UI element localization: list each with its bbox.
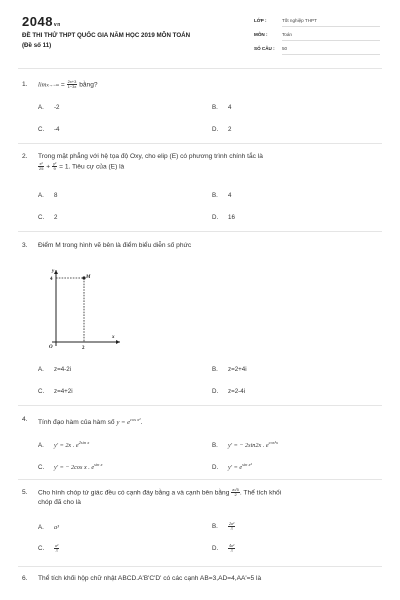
option-letter: C. xyxy=(38,388,45,395)
option-text: z=2+4i xyxy=(228,366,247,373)
fraction-numerator: 2a³ xyxy=(229,521,235,526)
meta-value: Toán xyxy=(282,32,292,37)
option-letter: B. xyxy=(212,104,218,111)
question-number: 4. xyxy=(22,416,28,423)
option-b[interactable] xyxy=(212,440,278,449)
x-tick-label: 2 xyxy=(82,346,85,350)
option-a[interactable] xyxy=(38,366,71,373)
question-number: 2. xyxy=(22,153,28,160)
brand-name: 2048 xyxy=(22,14,53,29)
fraction-denominator: 1−3x xyxy=(67,84,77,89)
question-text: Thể tích khối hộp chữ nhật ABCD.A'B'C'D' có các cạnh AB=3,AD=4,AA'=5 là xyxy=(38,575,262,582)
question-line-2: = 1. Tiêu cự của (E) là xyxy=(59,162,125,170)
point-label: M xyxy=(86,275,91,280)
fraction-denominator: 3 xyxy=(55,548,58,553)
ellipse-fraction-x xyxy=(38,162,44,171)
fraction-numerator: a³ xyxy=(55,543,59,548)
option-text: -4 xyxy=(54,126,60,133)
question-text: Điểm M trong hình vẽ bên là điểm biểu diễn số phức xyxy=(38,242,192,249)
question-text xyxy=(38,488,378,507)
question-number: 5. xyxy=(22,489,28,496)
option-b[interactable] xyxy=(212,522,235,531)
option-d[interactable] xyxy=(212,388,245,395)
option-c[interactable] xyxy=(38,462,102,471)
question-divider xyxy=(18,405,382,406)
meta-key: SỐ CÂU : xyxy=(254,46,275,51)
meta-value: Tốt nghiệp THPT xyxy=(282,18,317,23)
question-line-1: Trong mặt phẳng với hệ tọa độ Oxy, cho elip (E) có phương trình chính tắc là xyxy=(38,153,263,160)
option-text: -2 xyxy=(54,104,60,111)
option-text: 2 xyxy=(54,214,58,221)
option-letter: B. xyxy=(212,442,218,450)
question-text: Tính đạo hàm của hàm số $y = e^{cos x^2}$. xyxy=(38,417,143,427)
header-divider xyxy=(18,68,382,69)
y-tick-label: 4 xyxy=(50,277,53,282)
option-letter: A. xyxy=(38,524,44,531)
function-base: y = e xyxy=(116,419,131,427)
complex-plane-graph xyxy=(44,266,124,350)
option-text: a³ xyxy=(54,524,59,531)
option-b[interactable] xyxy=(212,192,231,199)
option-text: z=4+2i xyxy=(54,388,73,395)
option-c[interactable] xyxy=(38,126,60,133)
question-divider xyxy=(18,231,382,232)
option-text: 8 xyxy=(54,192,58,199)
option-d[interactable] xyxy=(212,126,231,133)
option-text: z=4-2i xyxy=(54,366,72,373)
option-letter: C. xyxy=(38,545,45,553)
option-letter: B. xyxy=(212,523,218,531)
option-c[interactable] xyxy=(38,544,59,553)
option-a[interactable] xyxy=(38,524,59,531)
equals-sign: = xyxy=(60,81,65,89)
question-text: Trong mặt phẳng với hệ tọa độ Oxy, cho elip (E) có phương trình chính tắc là $\frac{\text{x²}}{25}$ + $\frac{\text{y²}}{9}$ = 1. Tiêu cự của (E) là xyxy=(38,153,263,171)
option-exponent: cos²x xyxy=(268,440,278,445)
option-letter: A. xyxy=(38,442,44,450)
option-letter: D. xyxy=(212,545,219,553)
option-fraction xyxy=(228,544,235,553)
question-text xyxy=(38,80,378,90)
ellipse-fraction-y xyxy=(52,162,57,171)
option-text: 2 xyxy=(228,126,232,133)
brand-logo xyxy=(22,14,61,29)
option-fraction xyxy=(54,544,59,553)
question-divider xyxy=(18,143,382,144)
limit-subscript: x→−∞ xyxy=(46,82,60,88)
option-b[interactable] xyxy=(212,366,247,373)
option-c[interactable] xyxy=(38,388,73,395)
fraction-denominator: 9 xyxy=(53,165,56,171)
option-exponent: sin x² xyxy=(242,462,252,467)
option-text: 4 xyxy=(228,192,232,199)
option-d[interactable] xyxy=(212,544,235,553)
option-text: z=2-4i xyxy=(228,388,246,395)
option-text: y' = 2x . e xyxy=(54,442,79,450)
fraction-numerator: 4a³ xyxy=(229,543,235,548)
option-letter: D. xyxy=(212,214,219,221)
fraction-numerator: x² xyxy=(39,160,43,166)
option-letter: B. xyxy=(212,192,218,199)
limit-symbol: lim xyxy=(38,81,47,89)
question-line-2: chóp đã cho là xyxy=(38,498,81,506)
option-d[interactable] xyxy=(212,462,252,471)
option-d[interactable] xyxy=(212,214,235,221)
option-a[interactable] xyxy=(38,440,89,449)
x-axis-label: x xyxy=(112,335,115,340)
option-a[interactable] xyxy=(38,104,60,111)
exam-subtitle: (Đề số 11) xyxy=(22,42,52,49)
fraction-denominator: 25 xyxy=(39,165,44,171)
question-number: 1. xyxy=(22,81,28,88)
fraction-numerator: 2x+3 xyxy=(67,79,77,84)
meta-key: MÔN : xyxy=(254,32,268,37)
question-tail: bằng? xyxy=(79,81,98,89)
meta-underline xyxy=(282,54,380,55)
option-c[interactable] xyxy=(38,214,57,221)
meta-underline xyxy=(282,40,380,41)
option-a[interactable] xyxy=(38,192,57,199)
question-line-1-tail: . Thể tích khối xyxy=(239,489,282,497)
limit-fraction xyxy=(67,80,78,89)
option-letter: A. xyxy=(38,104,44,111)
function-exponent: cos x² xyxy=(130,417,141,422)
edge-fraction xyxy=(231,488,240,497)
option-fraction xyxy=(228,522,235,531)
option-text: y' = − 2cos x . e xyxy=(54,464,95,472)
option-exponent: sin x xyxy=(94,462,103,467)
option-text: y' = − 2sin2x . e xyxy=(228,442,269,450)
brand-suffix: vn xyxy=(53,22,61,28)
question-number: 3. xyxy=(22,242,28,249)
option-letter: A. xyxy=(38,366,44,373)
origin-label: O xyxy=(49,345,53,350)
meta-class xyxy=(254,16,380,27)
fraction-numerator: a√5 xyxy=(232,487,239,492)
option-b[interactable] xyxy=(212,104,231,111)
question-number: 6. xyxy=(22,575,28,582)
option-letter: C. xyxy=(38,464,45,472)
question-line-1: Cho hình chóp tứ giác đều có cạnh đáy bằng a và cạnh bên bằng xyxy=(38,489,230,497)
option-text: 16 xyxy=(228,214,235,221)
question-body: Tính đạo hàm của hàm số xyxy=(38,419,115,427)
option-text: y' = e xyxy=(228,464,243,472)
question-divider xyxy=(18,479,382,480)
fraction-denominator: 3 xyxy=(230,526,233,531)
question-divider xyxy=(18,566,382,567)
option-letter: C. xyxy=(38,126,45,133)
option-letter: A. xyxy=(38,192,44,199)
document-header xyxy=(0,0,400,70)
option-letter: B. xyxy=(212,366,218,373)
meta-subject xyxy=(254,30,380,41)
option-exponent: 2sin x xyxy=(78,440,90,445)
meta-key: LỚP : xyxy=(254,18,267,23)
y-axis-arrow xyxy=(54,270,58,274)
fraction-denominator: 2 xyxy=(234,492,237,497)
y-axis-label: y xyxy=(52,269,55,274)
option-letter: D. xyxy=(212,464,219,472)
option-letter: C. xyxy=(38,214,45,221)
x-axis-arrow xyxy=(116,340,120,344)
option-letter: D. xyxy=(212,126,219,133)
option-letter: D. xyxy=(212,388,219,395)
meta-count xyxy=(254,44,380,55)
fraction-denominator: 3 xyxy=(230,548,233,553)
exam-title: ĐỀ THI THỬ THPT QUỐC GIA NĂM HỌC 2019 MÔN TOÁN xyxy=(22,32,191,39)
option-text: 4 xyxy=(228,104,232,111)
meta-value: 50 xyxy=(282,46,288,51)
meta-underline xyxy=(282,26,380,27)
fraction-numerator: y² xyxy=(52,160,57,166)
